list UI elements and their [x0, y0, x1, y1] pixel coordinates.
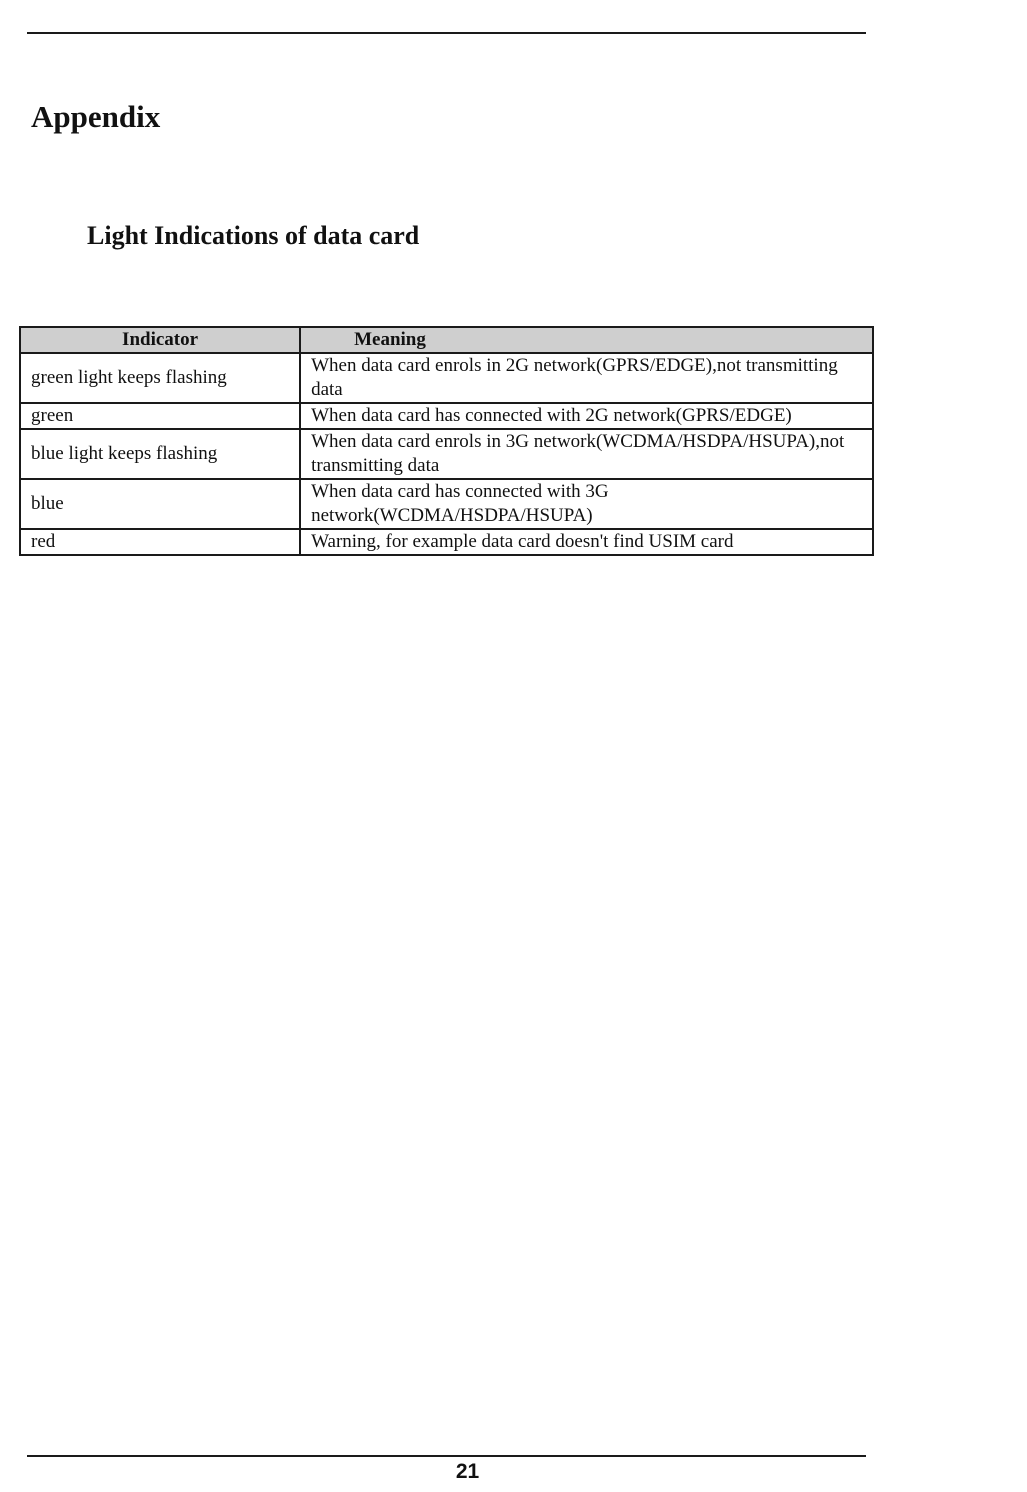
meaning-cell: When data card enrols in 3G network(WCDMA/HSDPA/HSUPA),not transmitting data [300, 429, 873, 479]
meaning-cell: When data card enrols in 2G network(GPRS/EDGE),not transmitting data [300, 353, 873, 403]
header-rule [27, 32, 866, 34]
meaning-cell: Warning, for example data card doesn't find USIM card [300, 529, 873, 555]
indicator-cell: blue light keeps flashing [20, 429, 300, 479]
table-row [20, 479, 873, 529]
indicator-cell: green [20, 403, 300, 429]
page-number: 21 [455, 1460, 480, 1483]
table-row [20, 353, 873, 403]
table-header-row [20, 327, 873, 353]
meaning-cell: When data card has connected with 3G network(WCDMA/HSDPA/HSUPA) [300, 479, 873, 529]
indicator-cell: green light keeps flashing [20, 353, 300, 403]
indicator-cell: red [20, 529, 300, 555]
page-heading: Appendix [31, 99, 161, 134]
footer-rule [27, 1455, 866, 1457]
column-header-meaning: Meaning [300, 327, 873, 353]
light-indications-table [19, 326, 874, 556]
indicator-cell: blue [20, 479, 300, 529]
table-row [20, 429, 873, 479]
meaning-cell: When data card has connected with 2G network(GPRS/EDGE) [300, 403, 873, 429]
column-header-indicator: Indicator [20, 327, 300, 353]
table-row [20, 529, 873, 555]
table-row [20, 403, 873, 429]
section-title: Light Indications of data card [87, 221, 420, 250]
